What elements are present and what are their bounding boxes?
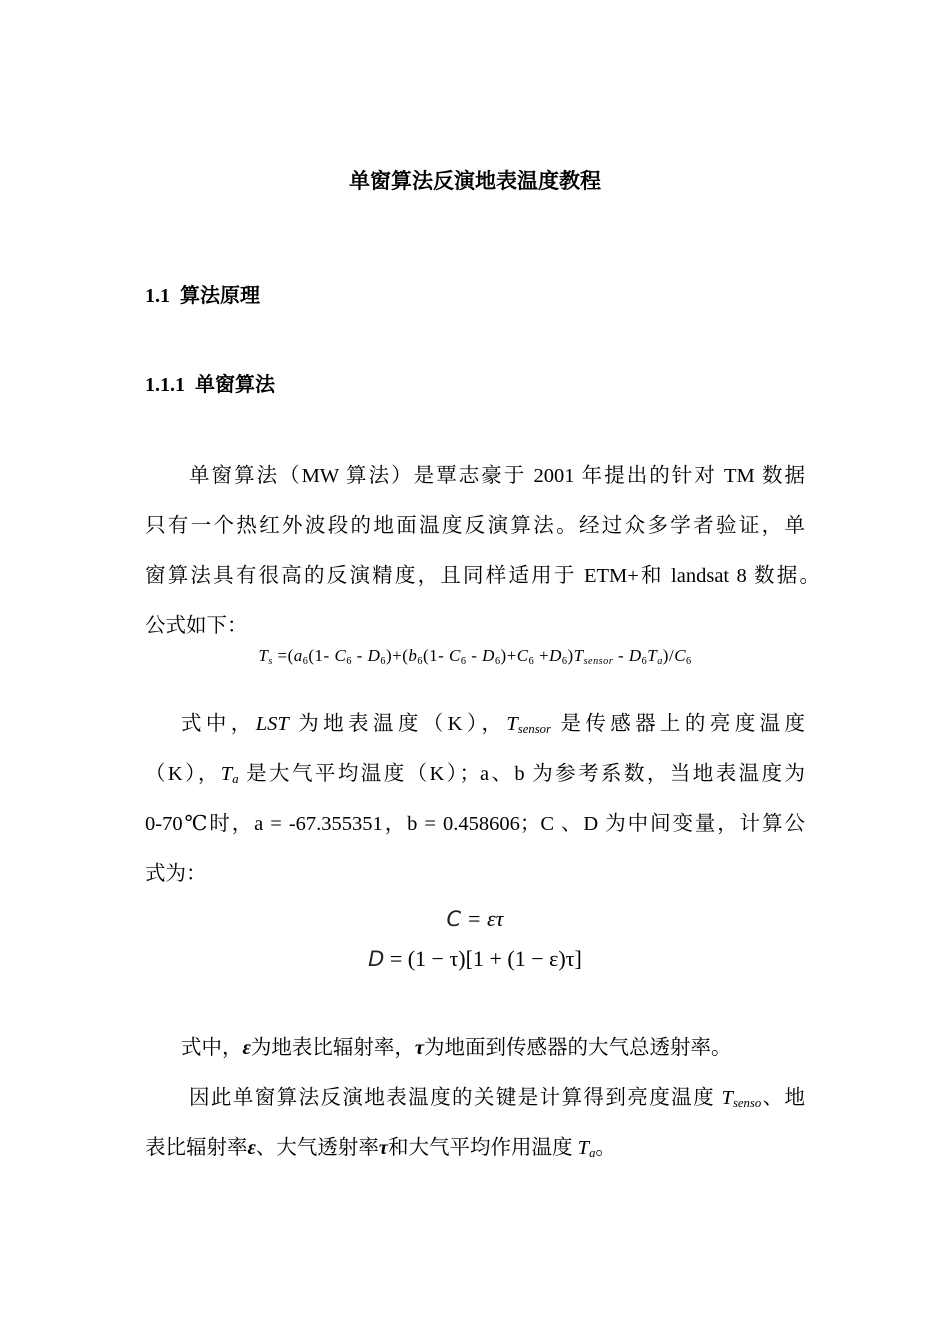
paragraph-line: 式中，ε为地表比辐射率，τ为地面到传感器的大气总透射率。 (181, 1037, 732, 1059)
paragraph-line: 0-70℃时，a = -67.355351，b = 0.458606；C 、D 为中间变量，计算公 (145, 813, 805, 835)
paragraph-line: 表比辐射率ε、大气透射率τ和大气平均作用温度 $T_a$。 (145, 1137, 616, 1160)
section-heading-1-1 (145, 279, 260, 308)
equation-c: C = ετ (446, 906, 504, 931)
section-number: 1.1.1 (145, 374, 185, 396)
paragraph-line: （K），$T_a$ 是大气平均温度（K）；a、b 为参考系数，当地表温度为 (145, 763, 805, 786)
paragraph-line: 因此单窗算法反演地表温度的关键是计算得到亮度温度 $T_{senso}$、地 (189, 1087, 806, 1110)
paragraph-line: 窗算法具有很高的反演精度，且同样适用于 ETM+和 landsat 8 数据。 (145, 565, 820, 587)
document-title: 单窗算法反演地表温度教程 (349, 169, 601, 193)
paragraph-line: 单窗算法（MW 算法）是覃志豪于 2001 年提出的针对 TM 数据 (189, 465, 805, 487)
lst-formula: $T_s =(a_6(1-$ $C_6 - D_6)+(b_6(1-$ $C_6 - D_6)+C_6 +D_6)T_{sensor} - D_6T_a)/C_6$ (258, 646, 692, 667)
paragraph-line: 式中，LST 为地表温度（K），$T_{sensor}$ 是传感器上的亮度温度 (181, 713, 806, 736)
section-title: 单窗算法 (195, 374, 275, 396)
paragraph-line: 式为： (145, 863, 207, 885)
section-number: 1.1 (145, 285, 170, 307)
section-heading-1-1-1 (145, 368, 275, 397)
section-title: 算法原理 (180, 285, 260, 307)
paragraph-line: 只有一个热红外波段的地面温度反演算法。经过众多学者验证，单 (145, 515, 805, 537)
equation-d: D = (1 − τ)[1 + (1 − ε)τ] (368, 946, 582, 971)
paragraph-line: 公式如下： (145, 615, 248, 637)
